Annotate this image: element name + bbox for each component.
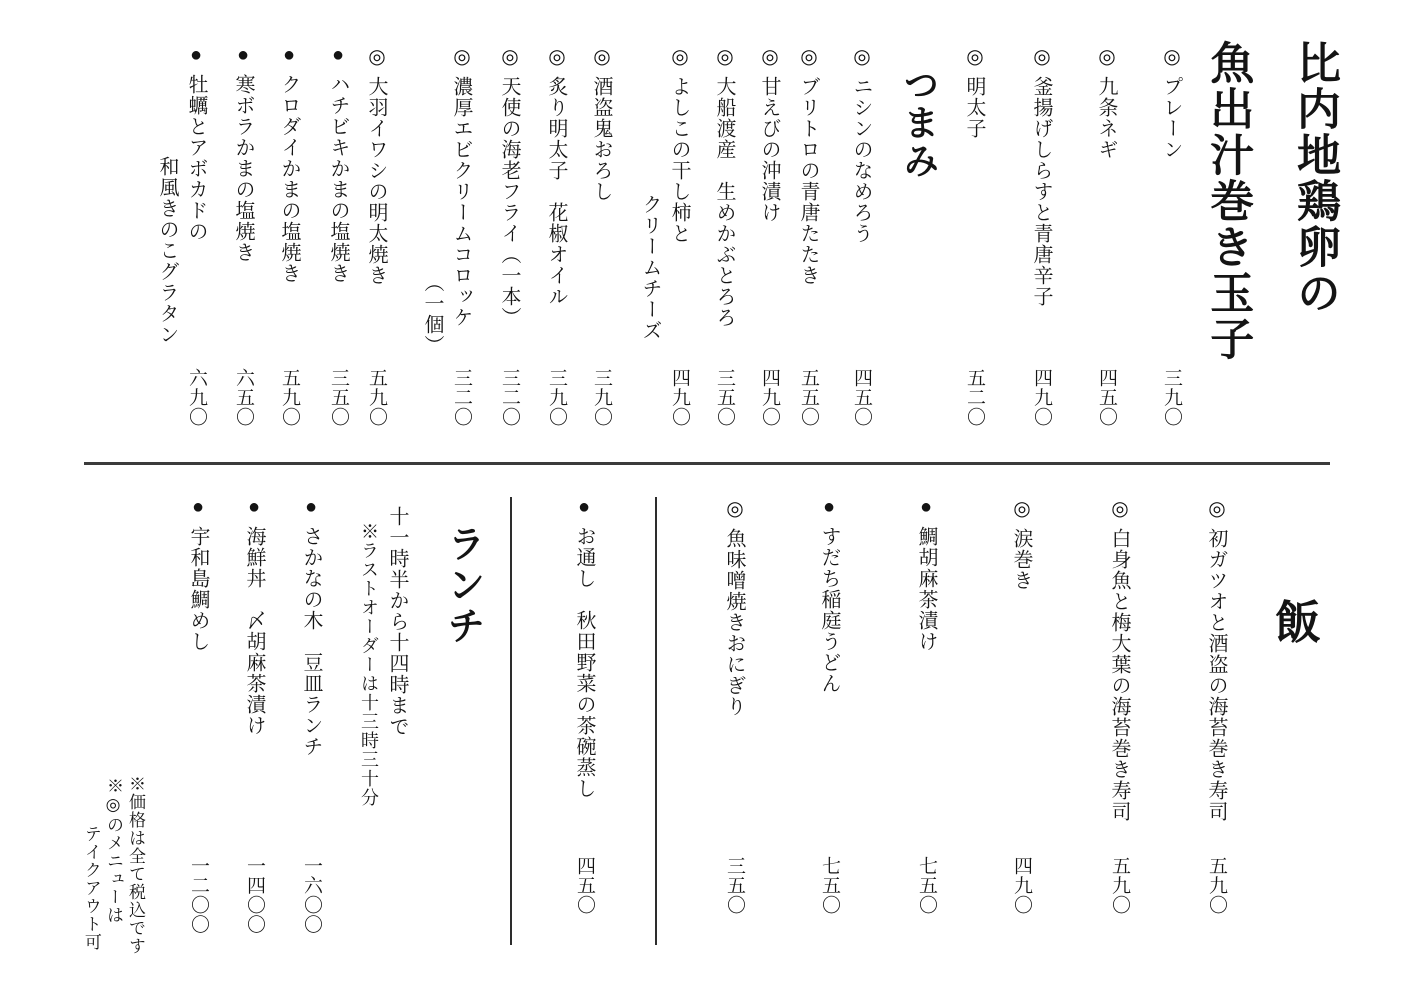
vertical-divider-left — [510, 497, 512, 945]
menu-item — [417, 44, 475, 427]
item-name: 炙り明太子 花椒オイル — [545, 76, 567, 307]
item-name-line2: クリームチーズ — [639, 194, 661, 341]
menu-item — [152, 44, 210, 427]
item-price: 一二〇〇 — [188, 856, 209, 934]
item-name: お通し 秋田野菜の茶碗蒸し — [573, 526, 595, 799]
menu-item — [754, 44, 783, 427]
menu-item — [183, 496, 212, 934]
menu-item — [1201, 496, 1230, 915]
dot-marker: ● — [818, 496, 840, 519]
item-price: 三五〇 — [724, 856, 745, 915]
menu-title-line2: 魚出汁巻き玉子 — [1203, 40, 1253, 362]
item-name: プレーン — [1160, 76, 1182, 160]
item-name: 涙巻き — [1010, 528, 1032, 591]
takeout-marker: ◎ — [1160, 44, 1182, 69]
item-price: 六九〇 — [186, 368, 207, 427]
takeout-note — [80, 777, 124, 951]
item-price: 三九〇 — [591, 368, 612, 427]
item-price: 三五〇 — [714, 368, 735, 427]
last-order-note: ※ラストオーダーは十三時三十分 — [359, 522, 379, 807]
dot-marker: ● — [327, 44, 349, 67]
takeout-marker: ◎ — [1030, 44, 1052, 69]
item-name: 大羽イワシの明太焼き — [365, 76, 387, 286]
item-name: 白身魚と梅大葉の海苔巻き寿司 — [1108, 528, 1130, 822]
item-price: 五五〇 — [798, 368, 819, 427]
takeout-marker: ◎ — [450, 44, 472, 69]
takeout-marker: ◎ — [498, 44, 520, 69]
item-price: 三二〇 — [499, 368, 520, 427]
item-price: 四九〇 — [759, 368, 780, 427]
menu-item — [911, 496, 940, 915]
item-name: 宇和島鯛めし — [187, 526, 209, 652]
dot-marker: ● — [232, 44, 254, 67]
dot-marker: ● — [187, 496, 209, 519]
item-name: さかなの木 豆皿ランチ — [300, 526, 322, 757]
item-price: 一四〇〇 — [244, 856, 265, 934]
item-price: 五九〇 — [366, 368, 387, 427]
section-heading-rice: 飯 — [1269, 598, 1320, 644]
lunch-hours: 十一時半から十四時まで — [386, 506, 408, 737]
item-name: 寒ボラかまの塩焼き — [232, 74, 254, 263]
menu-item — [1104, 496, 1133, 915]
item-price: 七五〇 — [819, 856, 840, 915]
menu-item — [814, 496, 843, 915]
item-price: 四九〇 — [1011, 856, 1032, 915]
takeout-marker: ◎ — [1010, 496, 1032, 521]
menu-item — [846, 44, 875, 427]
dot-marker: ● — [915, 496, 937, 519]
menu-item — [296, 496, 325, 934]
item-name: 海鮮丼 〆胡麻茶漬け — [243, 526, 265, 736]
menu-item — [959, 44, 988, 427]
takeout-marker: ◎ — [1095, 44, 1117, 69]
takeout-marker: ◎ — [713, 44, 735, 69]
menu-item — [494, 44, 523, 427]
item-name: ハチビキかまの塩焼き — [327, 74, 349, 284]
menu-item — [239, 496, 268, 934]
item-price: 四五〇 — [574, 856, 595, 915]
item-name: クロダイかまの塩焼き — [278, 74, 300, 284]
item-name: よしこの干し柿と — [668, 76, 690, 244]
item-price: 四九〇 — [1031, 368, 1052, 427]
menu-item — [709, 44, 738, 427]
item-price: 三二〇 — [451, 368, 472, 427]
item-name: 大船渡産 生めかぶとろろ — [713, 76, 735, 328]
menu-item — [1026, 44, 1055, 427]
item-price: 三九〇 — [546, 368, 567, 427]
item-price: 七五〇 — [916, 856, 937, 915]
horizontal-divider — [84, 462, 1330, 465]
item-name: ニシンのなめろう — [850, 76, 872, 244]
item-name: ブリトロの青唐たたき — [797, 76, 819, 286]
dot-marker: ● — [243, 496, 265, 519]
item-name: 鯛胡麻茶漬け — [915, 526, 937, 652]
dot-marker: ● — [278, 44, 300, 67]
dot-marker: ● — [573, 496, 595, 519]
item-price: 五九〇 — [1206, 856, 1227, 915]
item-name: 酒盗鬼おろし — [590, 76, 612, 202]
item-price: 五九〇 — [279, 368, 300, 427]
takeout-marker: ◎ — [963, 44, 985, 69]
section-heading-tsumami: つまみ — [899, 66, 939, 180]
menu-item — [569, 496, 598, 915]
dot-marker: ● — [185, 44, 207, 67]
item-price: 三五〇 — [328, 368, 349, 427]
item-price: 一六〇〇 — [301, 856, 322, 934]
takeout-marker: ◎ — [365, 44, 387, 69]
item-name: 釜揚げしらすと青唐辛子 — [1030, 76, 1052, 307]
takeout-marker: ◎ — [1205, 496, 1227, 521]
menu-item — [1091, 44, 1120, 427]
menu-item — [323, 44, 352, 427]
tax-note: ※価格は全て税込です — [126, 775, 145, 955]
menu-title — [1200, 40, 1340, 362]
menu-item — [719, 496, 748, 915]
item-name: 明太子 — [963, 76, 985, 139]
takeout-note-line2: テイクアウト可 — [81, 825, 101, 951]
menu-item — [1006, 496, 1035, 915]
takeout-marker: ◎ — [850, 44, 872, 69]
item-price: 四九〇 — [669, 368, 690, 427]
takeout-marker: ◎ — [797, 44, 819, 69]
menu-item — [635, 44, 693, 427]
item-name: 九条ネギ — [1095, 76, 1117, 160]
takeout-marker: ◎ — [1108, 496, 1130, 521]
item-price: 四五〇 — [1096, 368, 1117, 427]
item-name: 初ガツオと酒盗の海苔巻き寿司 — [1205, 528, 1227, 822]
item-price: 六五〇 — [233, 368, 254, 427]
menu-item — [228, 44, 257, 427]
item-name: 濃厚エビクリームコロッケ — [450, 76, 472, 328]
menu-item — [541, 44, 570, 427]
item-name: 魚味噌焼きおにぎり — [723, 528, 745, 717]
section-heading-lunch: ランチ — [441, 524, 483, 647]
menu-item — [361, 44, 390, 427]
dot-marker: ● — [300, 496, 322, 519]
menu-item — [1156, 44, 1185, 427]
takeout-marker: ◎ — [758, 44, 780, 69]
item-price: 五九〇 — [1109, 856, 1130, 915]
item-name-line2: （一個） — [421, 272, 443, 356]
item-price: 三九〇 — [1161, 368, 1182, 427]
menu-item — [793, 44, 822, 427]
takeout-marker: ◎ — [723, 496, 745, 521]
item-name: 牡蠣とアボカドの — [185, 74, 207, 242]
item-name: すだち稲庭うどん — [818, 526, 840, 694]
menu-item — [586, 44, 615, 427]
item-name: 甘えびの沖漬け — [758, 76, 780, 223]
takeout-marker: ◎ — [668, 44, 690, 69]
takeout-marker: ◎ — [545, 44, 567, 69]
takeout-marker: ◎ — [590, 44, 612, 69]
vertical-divider-right — [655, 497, 657, 945]
item-price: 五二〇 — [964, 368, 985, 427]
takeout-note-line1: ※◎のメニューは — [104, 777, 123, 924]
item-price: 四五〇 — [851, 368, 872, 427]
menu-item — [274, 44, 303, 427]
item-name-line2: 和風きのこグラタン — [156, 156, 178, 345]
item-name: 天使の海老フライ（一本） — [498, 76, 520, 328]
menu-title-line1: 比内地鶏卵の — [1290, 40, 1339, 316]
